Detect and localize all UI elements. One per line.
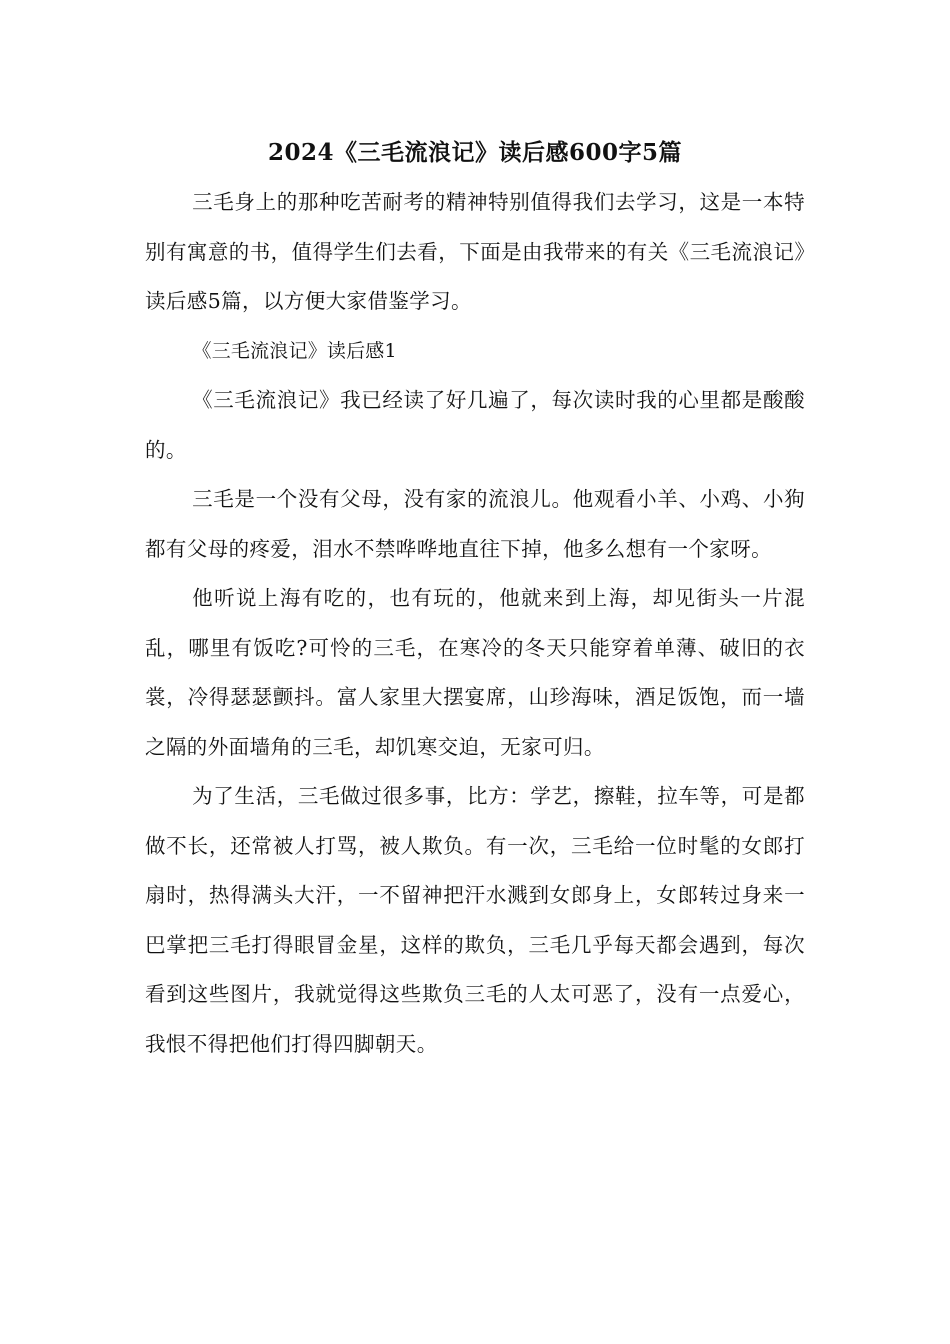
body-paragraph: 他听说上海有吃的，也有玩的，他就来到上海，却见街头一片混乱，哪里有饭吃?可怜的三毛，在寒冷的冬天只能穿着单薄、破旧的衣裳，冷得瑟瑟颤抖。富人家里大摆宴席，山珍海味，酒足饭饱，而一墙之隔的外面墙角的三毛，却饥寒交迫，无家可归。 [145, 586, 805, 759]
document-body [145, 178, 805, 1069]
section-heading: 《三毛流浪记》读后感1 [192, 339, 397, 362]
intro-paragraph: 三毛身上的那种吃苦耐考的精神特别值得我们去学习，这是一本特别有寓意的书，值得学生们去看，下面是由我带来的有关《三毛流浪记》读后感5篇，以方便大家借鉴学习。 [145, 190, 805, 313]
document-title: 2024《三毛流浪记》读后感600字5篇 [267, 139, 683, 166]
body-paragraph: 三毛是一个没有父母，没有家的流浪儿。他观看小羊、小鸡、小狗都有父母的疼爱，泪水不禁哗哗地直往下掉，他多么想有一个家呀。 [145, 487, 805, 561]
body-paragraph: 《三毛流浪记》我已经读了好几遍了，每次读时我的心里都是酸酸的。 [145, 388, 805, 462]
body-paragraph: 为了生活，三毛做过很多事，比方：学艺，擦鞋，拉车等，可是都做不长，还常被人打骂，被人欺负。有一次，三毛给一位时髦的女郎打扇时，热得满头大汗，一不留神把汗水溅到女郎身上，女郎转过身来一巴掌把三毛打得眼冒金星，这样的欺负，三毛几乎每天都会遇到，每次看到这些图片，我就觉得这些欺负三毛的人太可恶了，没有一点爱心，我恨不得把他们打得四脚朝天。 [145, 784, 805, 1056]
